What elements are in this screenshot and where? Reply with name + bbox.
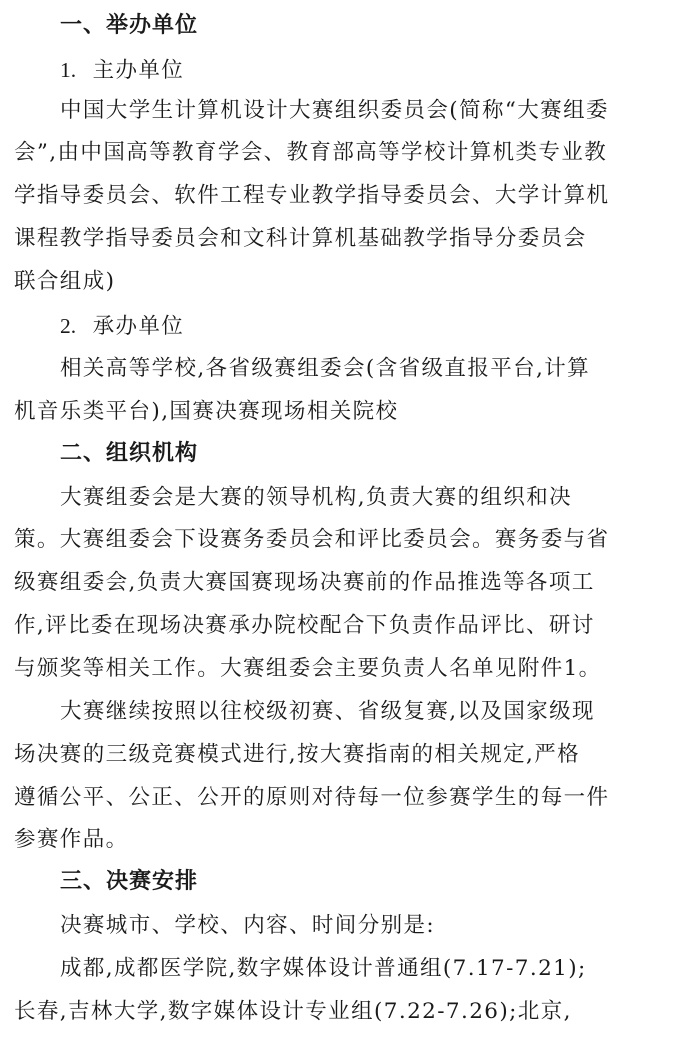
- body-line: 决赛城市、学校、内容、时间分别是:: [60, 913, 436, 938]
- body-line: 级赛组委会,负责大赛国赛现场决赛前的作品推选等各项工: [14, 570, 595, 595]
- body-line: 长春,吉林大学,数字媒体设计专业组(7.22-7.26);北京,: [14, 999, 572, 1024]
- body-line: 会”,由中国高等教育学会、教育部高等学校计算机类专业教: [14, 140, 608, 165]
- body-line: 大赛继续按照以往校级初赛、省级复赛,以及国家级现: [60, 699, 595, 724]
- body-line: 参赛作品。: [14, 827, 129, 852]
- subsection-label: 承办单位: [92, 314, 185, 339]
- subsection-number: 1.: [60, 58, 77, 82]
- subsection-label: 主办单位: [92, 58, 185, 83]
- body-line: 大赛组委会是大赛的领导机构,负责大赛的组织和决: [60, 485, 573, 510]
- body-line: 学指导委员会、软件工程专业教学指导委员会、大学计算机: [14, 183, 610, 208]
- body-line: 中国大学生计算机设计大赛组织委员会(简称“大赛组委: [60, 98, 609, 123]
- subsection-heading-co-organizer: [60, 312, 184, 341]
- body-line: 课程教学指导委员会和文科计算机基础教学指导分委员会: [14, 226, 587, 251]
- body-line: 策。大赛组委会下设赛务委员会和评比委员会。赛务委与省: [14, 527, 610, 552]
- section-heading-organization: 二、组织机构: [60, 441, 199, 466]
- body-line: 作,评比委在现场决赛承办院校配合下负责作品评比、研讨: [14, 613, 595, 638]
- body-line: 与颁奖等相关工作。大赛组委会主要负责人名单见附件1。: [14, 656, 602, 681]
- subsection-number: 2.: [60, 314, 77, 338]
- section-heading-organizers: 一、举办单位: [60, 13, 199, 38]
- body-line: 遵循公平、公正、公开的原则对待每一位参赛学生的每一件: [14, 785, 610, 810]
- body-line: 场决赛的三级竞赛模式进行,按大赛指南的相关规定,严格: [14, 742, 581, 767]
- section-heading-finals: 三、决赛安排: [60, 869, 199, 894]
- body-line: 联合组成): [14, 269, 116, 294]
- body-line: 相关高等学校,各省级赛组委会(含省级直报平台,计算: [60, 356, 591, 381]
- body-line: 机音乐类平台),国赛决赛现场相关院校: [14, 399, 399, 424]
- subsection-heading-host: [60, 56, 184, 85]
- body-line: 成都,成都医学院,数字媒体设计普通组(7.17-7.21);: [60, 956, 587, 981]
